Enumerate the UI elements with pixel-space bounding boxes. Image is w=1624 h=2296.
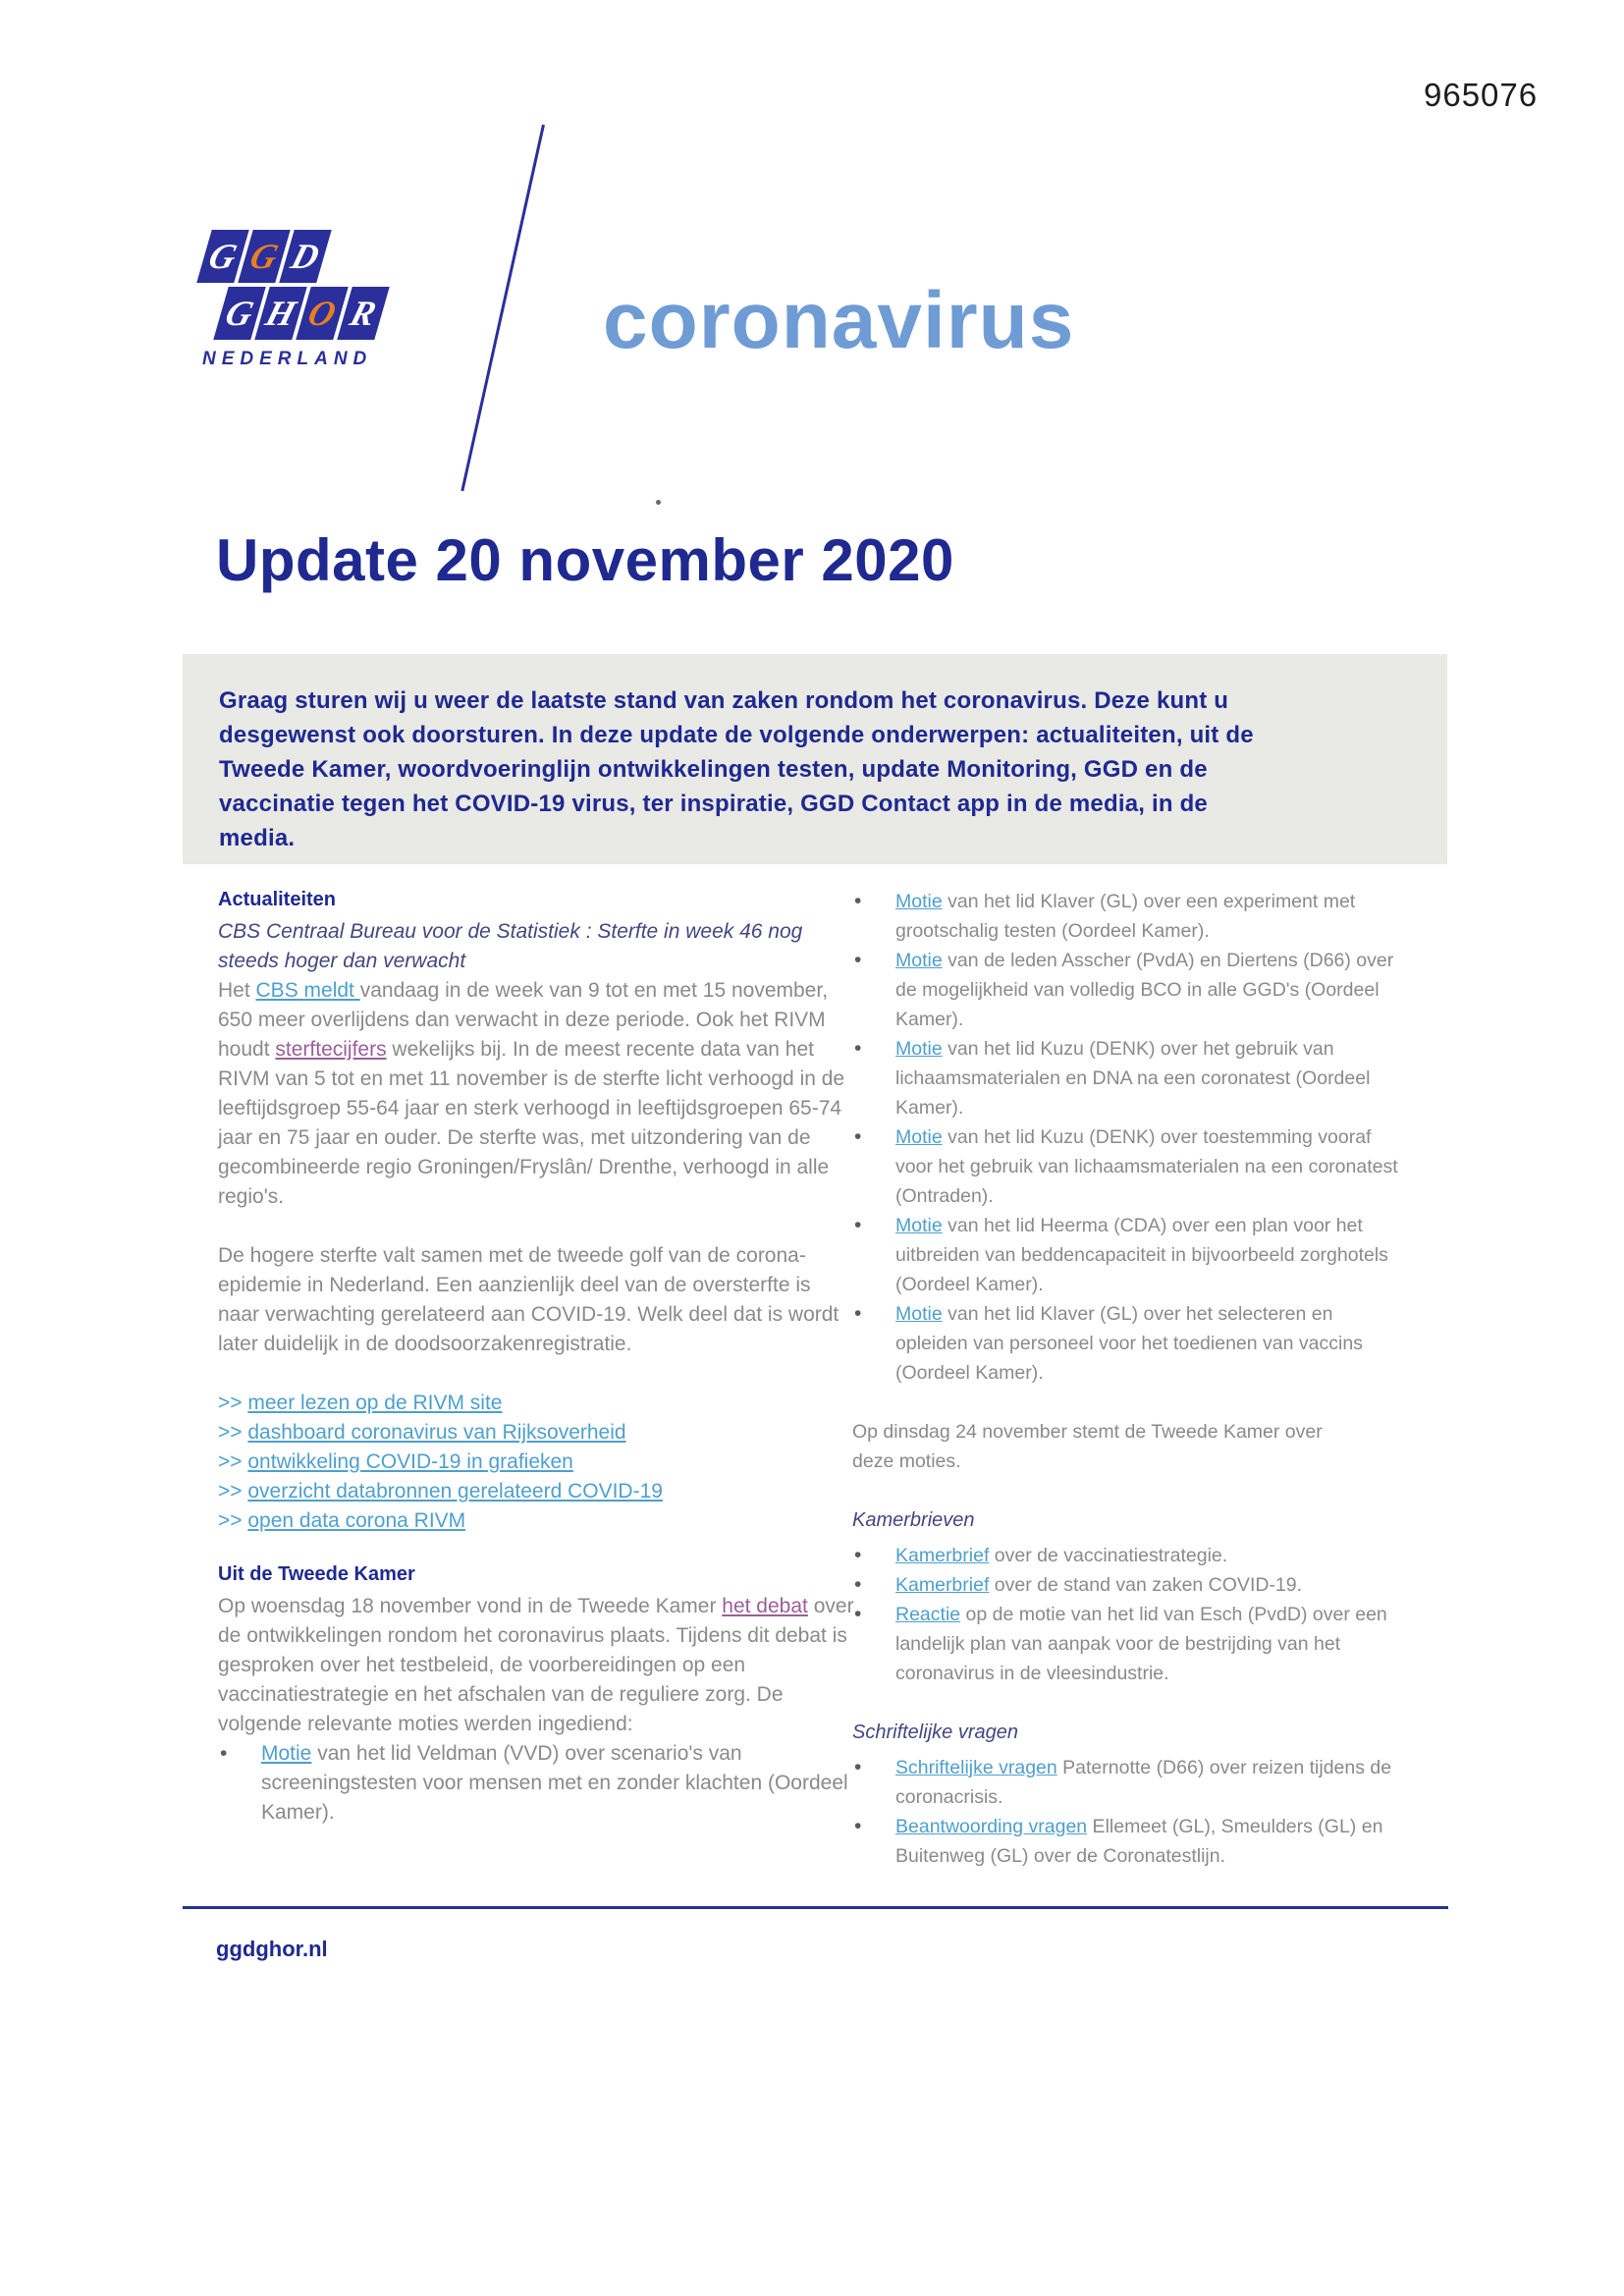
text-segment: >> — [218, 1421, 248, 1444]
intro-box — [183, 654, 1447, 864]
link-line[interactable] — [218, 1448, 856, 1477]
text-segment: Ellemeet (GL), Smeulders (GL) en Buitenweg (GL) over de Coronatestlijn. — [895, 1816, 1383, 1867]
text-segment: van het lid Veldman (VVD) over scenario's van screeningstesten voor mensen met en zonder klachten (Oordeel Kamer). — [261, 1742, 848, 1824]
inline-link[interactable]: Motie — [895, 1215, 943, 1236]
bullet-item — [852, 1299, 1398, 1388]
inline-link[interactable]: Motie — [261, 1742, 312, 1765]
bullet-item — [852, 1122, 1398, 1211]
intro-text: Graag sturen wij u weer de laatste stand van zaken rondom het coronavirus. Deze kunt u desgewenst ook doorsturen. In deze update de volgende onderwerpen: actualiteiten, uit de Tweede Kamer, woordvoeringlijn ontwikkelingen testen, update Monitoring, GGD en de vaccinatie tegen het COVID-19 virus, ter inspiratie, GGD Contact app in de media, in de media. — [219, 687, 1254, 851]
motie-list-right — [852, 887, 1398, 1388]
text-segment: van de leden Asscher (PvdA) en Diertens (D66) over de mogelijkheid van volledig BCO in alle GGD's (Oordeel Kamer). — [895, 950, 1394, 1030]
section-title-kamerbrieven: Kamerbrieven — [852, 1509, 975, 1531]
text-segment: van het lid Klaver (GL) over een experiment met grootschalig testen (Oordeel Kamer). — [895, 891, 1356, 942]
kamerbrieven-list — [852, 1541, 1398, 1688]
section-subtitle: CBS Centraal Bureau voor de Statistiek : Sterfte in week 46 nog steeds hoger dan verwacht — [218, 920, 803, 972]
logo-tile: D — [279, 230, 331, 283]
visited-link[interactable]: het debat — [722, 1595, 808, 1617]
text-segment: van het lid Kuzu (DENK) over toestemming vooraf voor het gebruik van lichaamsmaterialen na een coronatest (Ontraden). — [895, 1126, 1398, 1207]
text-segment: van het lid Heerma (CDA) over een plan voor het uitbreiden van beddencapaciteit in bijvoorbeeld zorghotels (Oordeel Kamer). — [895, 1215, 1388, 1295]
text-segment: >> — [218, 1480, 248, 1503]
logo-subtitle: NEDERLAND — [202, 349, 373, 369]
text-segment: vandaag in de week van 9 tot en met 15 november, 650 meer overlijdens dan verwacht in deze periode. Ook het RIVM houdt — [218, 979, 829, 1061]
text-segment: van het lid Klaver (GL) over het selecteren en opleiden van personeel voor het toedienen van vaccins (Oordeel Kamer). — [895, 1303, 1363, 1384]
paragraph-cbs — [218, 976, 856, 1212]
bullet-item — [852, 946, 1398, 1034]
logo-tile: G — [213, 287, 265, 340]
paragraph-debat — [218, 1592, 856, 1739]
paragraph-oversterfte: De hogere sterfte valt samen met de tweede golf van de corona-epidemie in Nederland. Een aanzienlijk deel van de oversterfte is naar verwachting gerelateerd aan COVID-19. Welk deel dat is wordt later duidelijk in de doodsoorzakenregistratie. — [218, 1244, 839, 1355]
inline-link[interactable]: meer lezen op de RIVM site — [247, 1392, 503, 1414]
inline-link[interactable]: CBS meldt — [255, 979, 360, 1002]
inline-link[interactable]: dashboard coronavirus van Rijksoverheid — [247, 1421, 626, 1444]
document-number: 965076 — [1424, 77, 1539, 113]
inline-link[interactable]: Motie — [895, 1038, 943, 1060]
link-line[interactable] — [218, 1418, 856, 1448]
link-line[interactable] — [218, 1477, 856, 1506]
footer-divider — [183, 1906, 1448, 1909]
text-segment: op de motie van het lid van Esch (PvdD) over een landelijk plan van aanpak voor de bestrijding van het coronavirus in de vleesindustrie. — [895, 1604, 1387, 1684]
logo-row-ghor — [221, 287, 386, 340]
bullet-item — [852, 1211, 1398, 1299]
section-title-actualiteiten: Actualiteiten — [218, 889, 337, 910]
link-line[interactable] — [218, 1506, 856, 1536]
small-dot — [656, 500, 661, 505]
inline-link[interactable]: Motie — [895, 1126, 943, 1148]
text-segment: over de stand van zaken COVID-19. — [989, 1574, 1303, 1596]
inline-link[interactable]: Beantwoording vragen — [895, 1816, 1088, 1837]
banner-title: coronavirus — [603, 276, 1075, 365]
diagonal-line — [460, 125, 545, 492]
link-line[interactable] — [218, 1389, 856, 1418]
bullet-item — [852, 1541, 1398, 1570]
inline-link[interactable]: open data corona RIVM — [247, 1509, 466, 1532]
right-column — [852, 887, 1398, 1871]
inline-link[interactable]: Motie — [895, 950, 943, 971]
footer-site: ggdghor.nl — [216, 1937, 328, 1961]
ggd-ghor-logo — [204, 230, 386, 370]
bullet-item — [852, 1600, 1398, 1688]
inline-link[interactable]: ontwikkeling COVID-19 in grafieken — [247, 1450, 573, 1473]
logo-tile: O — [296, 287, 348, 340]
inline-link[interactable]: Schriftelijke vragen — [895, 1757, 1057, 1778]
page-title: Update 20 november 2020 — [216, 527, 954, 593]
inline-link[interactable]: Reactie — [895, 1604, 961, 1625]
logo-tile: G — [238, 230, 290, 283]
text-segment: over de ontwikkelingen rondom het coronavirus plaats. Tijdens dit debat is gesproken over het testbeleid, de voorbereidingen op een vaccinatiestrategie en het afschalen van de reguliere zorg. De volgende relevante moties werden ingediend: — [218, 1595, 854, 1735]
bullet-item — [852, 1753, 1398, 1812]
text-segment: Op woensdag 18 november vond in de Tweede Kamer — [218, 1595, 723, 1617]
bullet-item — [852, 1812, 1398, 1871]
inline-link[interactable]: Kamerbrief — [895, 1545, 990, 1566]
inline-link[interactable]: Motie — [895, 1303, 943, 1325]
visited-link[interactable]: sterftecijfers — [275, 1038, 387, 1061]
links-list — [218, 1389, 856, 1536]
voting-note: Op dinsdag 24 november stemt de Tweede Kamer over deze moties. — [852, 1421, 1323, 1472]
vragen-list — [852, 1753, 1398, 1871]
logo-row-ggd — [204, 230, 386, 283]
inline-link[interactable]: Kamerbrief — [895, 1574, 990, 1596]
inline-link[interactable]: overzicht databronnen gerelateerd COVID-19 — [247, 1480, 663, 1503]
inline-link[interactable]: Motie — [895, 891, 943, 912]
logo-tile: R — [337, 287, 389, 340]
section-title-schriftelijke-vragen: Schriftelijke vragen — [852, 1722, 1018, 1743]
left-column — [218, 887, 856, 1828]
logo-tile: H — [254, 287, 306, 340]
text-segment: Het — [218, 979, 256, 1002]
text-segment: Paternotte (D66) over reizen tijdens de coronacrisis. — [895, 1757, 1392, 1808]
bullet-item — [852, 887, 1398, 946]
bullet-item — [852, 1034, 1398, 1122]
logo-tile: G — [196, 230, 248, 283]
text-segment: van het lid Kuzu (DENK) over het gebruik van lichaamsmaterialen en DNA na een coronatest (Oordeel Kamer). — [895, 1038, 1371, 1119]
section-title-tweede-kamer: Uit de Tweede Kamer — [218, 1563, 415, 1585]
bullet-item — [218, 1739, 856, 1828]
motie-list-left — [218, 1739, 856, 1828]
bullet-item — [852, 1570, 1398, 1600]
text-segment: over de vaccinatiestrategie. — [989, 1545, 1228, 1566]
text-segment: >> — [218, 1392, 248, 1414]
text-segment: >> — [218, 1450, 248, 1473]
text-segment: wekelijks bij. In de meest recente data van het RIVM van 5 tot en met 11 november is de sterfte licht verhoogd in de leeftijdsgroep 55-64 jaar en sterk verhoogd in leeftijdsgroepen 65-74 jaar en 75 jaar en ouder. De sterfte was, met uitzondering van de gecombineerde regio Groningen/Fryslân/ Drenthe, verhoogd in alle regio's. — [218, 1038, 845, 1208]
text-segment: >> — [218, 1509, 248, 1532]
